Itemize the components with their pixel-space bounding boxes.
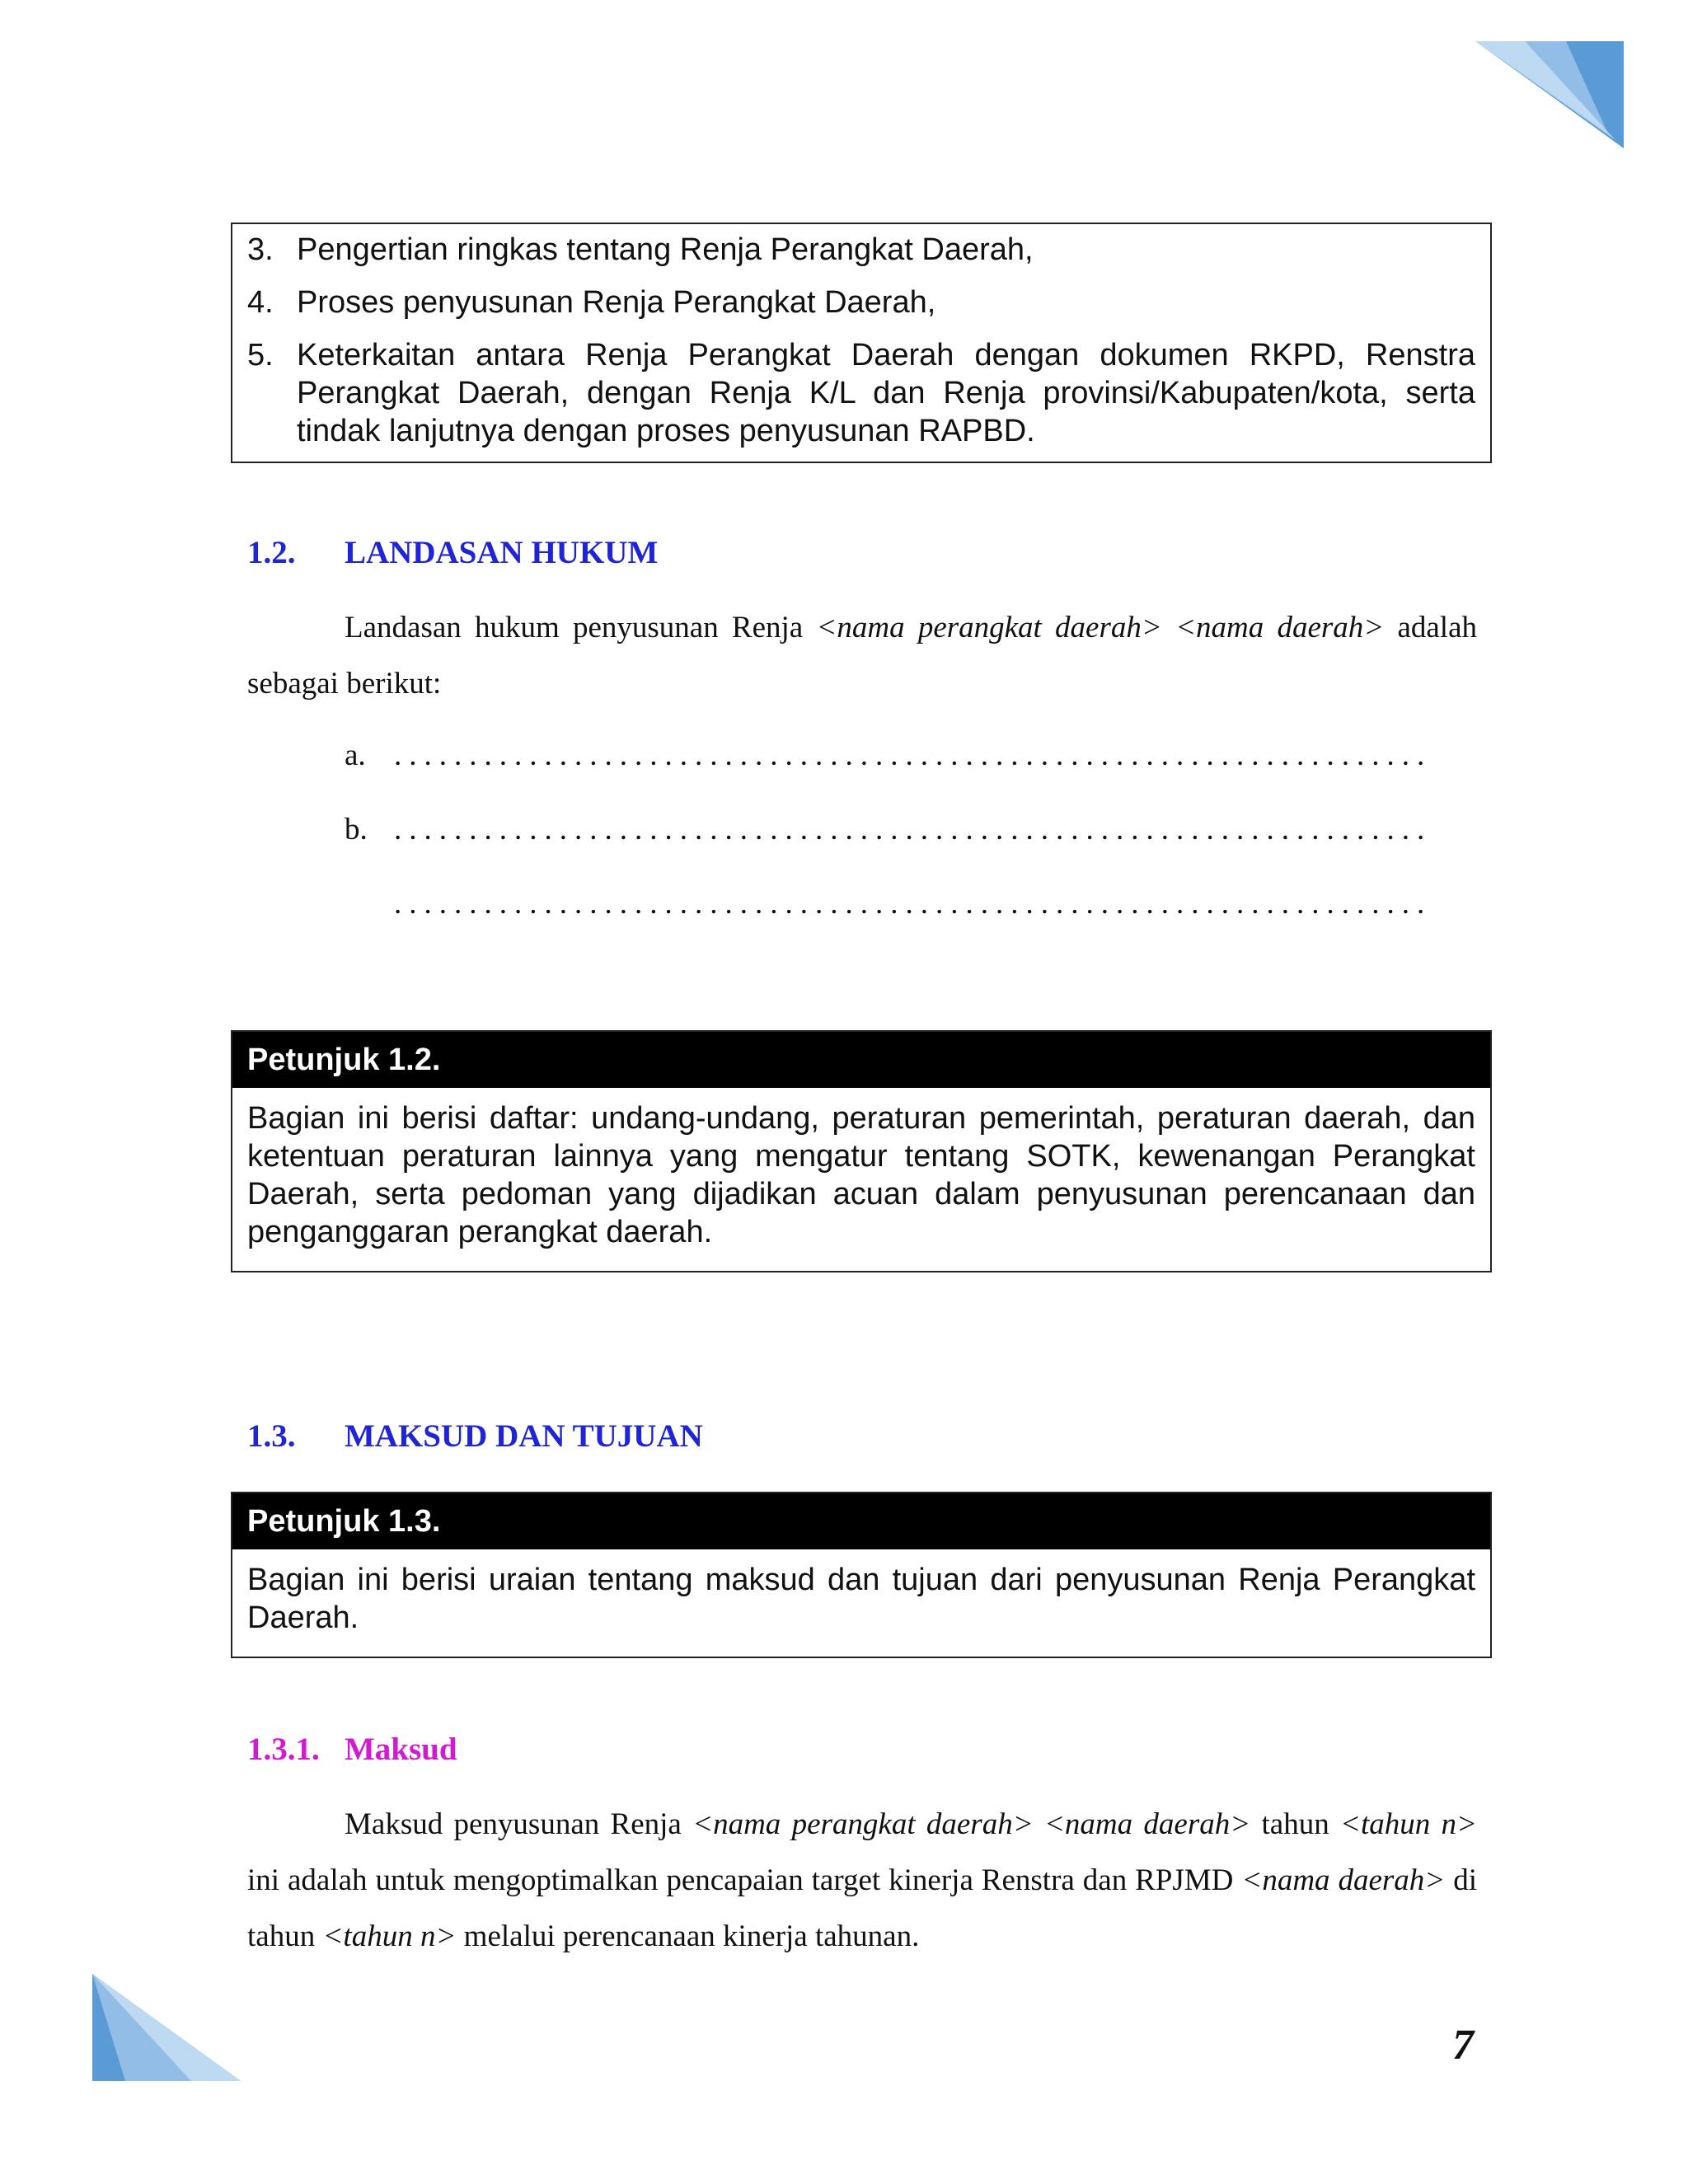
text-run: melalui perencanaan kinerja tahunan. bbox=[456, 1919, 920, 1953]
section-number: 1.3.1. bbox=[247, 1732, 320, 1767]
text-run: di tahun bbox=[247, 1863, 1478, 1953]
note-body: Bagian ini berisi daftar: undang-undang, peraturan pemerintah, peraturan daerah, dan ketentuan peraturan lainnya yang mengatur tentang SOTK, kewenangan Perangkat Daerah, serta pedoman yang dijadikan acuan dalam penyusunan perencanaan dan penganggaran perangkat daerah. bbox=[247, 1101, 1475, 1249]
text-run: Maksud penyusunan Renja bbox=[345, 1807, 693, 1841]
section-heading-1-3 bbox=[247, 1418, 703, 1455]
text-run: tahun bbox=[1250, 1807, 1340, 1841]
section-heading-1-3-1 bbox=[247, 1731, 457, 1768]
corner-decoration-bottom-left bbox=[92, 1974, 241, 2081]
page-number: 7 bbox=[1452, 2022, 1474, 2069]
section-title: MAKSUD DAN TUJUAN bbox=[345, 1418, 703, 1454]
text-run: Landasan hukum penyusunan Renja bbox=[345, 611, 817, 644]
list-item-text: Pengertian ringkas tentang Renja Perangkat Daerah, bbox=[297, 232, 1034, 267]
text-run bbox=[1162, 611, 1175, 644]
placeholder-text: <nama daerah> bbox=[1043, 1807, 1251, 1841]
text-run bbox=[1034, 1807, 1044, 1841]
list-item-number: 4. bbox=[247, 285, 274, 320]
placeholder-text: <tahun n> bbox=[1339, 1807, 1477, 1841]
dotted-line: ..................................................................... bbox=[394, 738, 1432, 772]
list-item-number: 3. bbox=[247, 232, 274, 267]
section-number: 1.3. bbox=[247, 1418, 296, 1454]
list-item bbox=[247, 284, 1475, 321]
section-title: LANDASAN HUKUM bbox=[345, 535, 659, 570]
dotted-line: ..................................................................... bbox=[394, 887, 1432, 921]
note-box-1-3 bbox=[231, 1492, 1492, 1658]
text-run: ini adalah untuk mengoptimalkan pencapaian target kinerja Renstra dan RPJMD bbox=[247, 1863, 1242, 1897]
note-title: Petunjuk 1.3. bbox=[232, 1493, 1490, 1549]
section-title: Maksud bbox=[345, 1732, 457, 1767]
placeholder-text: <nama daerah> bbox=[1175, 611, 1385, 644]
purpose-paragraph bbox=[247, 1797, 1477, 1965]
placeholder-text: <nama daerah> bbox=[1241, 1863, 1446, 1897]
list-label-a: a. bbox=[345, 738, 366, 772]
corner-decoration-top-right bbox=[1475, 41, 1624, 148]
note-body: Bagian ini berisi uraian tentang maksud dan tujuan dari penyusunan Renja Perangkat Daerah. bbox=[247, 1563, 1475, 1635]
list-item bbox=[247, 336, 1475, 450]
list-item-number: 5. bbox=[247, 338, 274, 373]
note-box-1-2 bbox=[231, 1030, 1492, 1272]
dotted-line: ..................................................................... bbox=[394, 813, 1432, 846]
section-heading-1-2 bbox=[247, 534, 658, 571]
scope-list-box bbox=[231, 223, 1492, 463]
note-title: Petunjuk 1.2. bbox=[232, 1032, 1490, 1088]
list-item-text: Keterkaitan antara Renja Perangkat Daerah dengan dokumen RKPD, Renstra Perangkat Daerah, dengan Renja K/L dan Renja provinsi/Kabupaten/kota, serta tindak lanjutnya dengan proses penyusunan RAPBD. bbox=[297, 338, 1475, 448]
placeholder-text: <nama perangkat daerah> bbox=[692, 1807, 1034, 1841]
placeholder-text: <nama perangkat daerah> bbox=[816, 611, 1162, 644]
list-item-text: Proses penyusunan Renja Perangkat Daerah, bbox=[297, 285, 936, 320]
text-run: adalah sebagai berikut: bbox=[247, 611, 1478, 701]
placeholder-text: <tahun n> bbox=[322, 1919, 457, 1953]
section-number: 1.2. bbox=[247, 535, 296, 570]
list-label-b: b. bbox=[345, 813, 368, 846]
list-item bbox=[247, 231, 1475, 269]
legal-basis-paragraph bbox=[247, 600, 1477, 712]
